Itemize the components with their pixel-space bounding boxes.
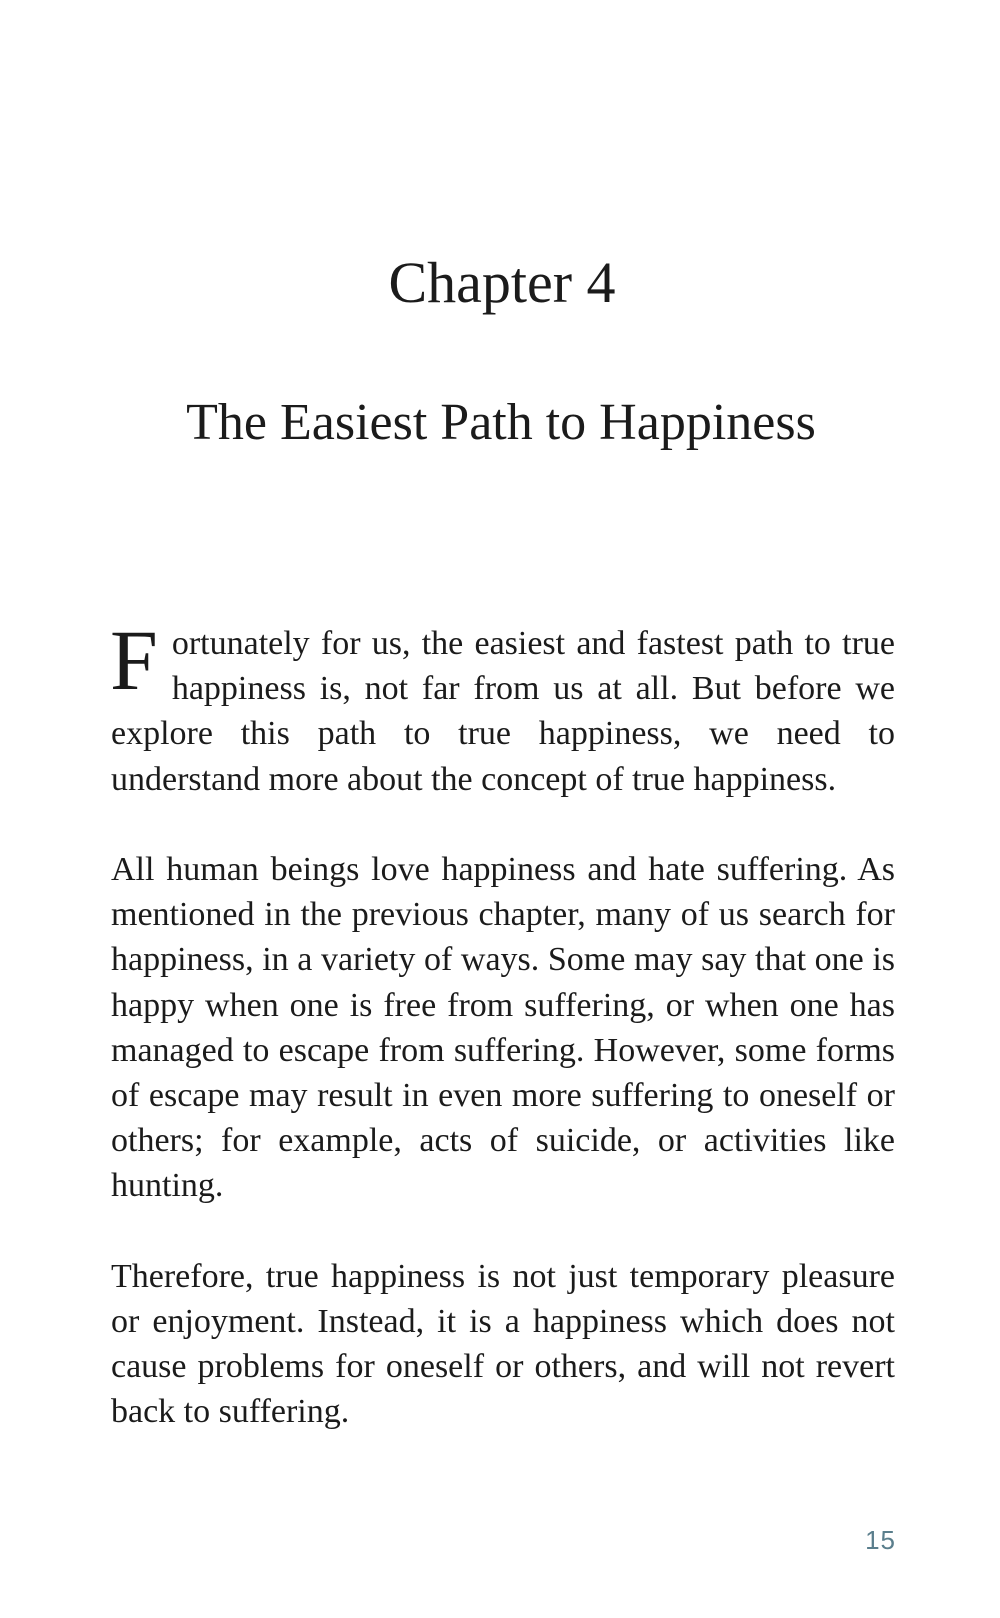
- page-number: 15: [865, 1525, 896, 1555]
- chapter-number: Chapter 4: [388, 250, 616, 315]
- paragraph-1-text: ortunately for us, the easiest and fastest path to true happiness is, not far from us at all. But before we explore this path to true happiness, we need to understand more about the concept of true happiness.: [111, 625, 895, 798]
- paragraph-3: Therefore, true happiness is not just temporary pleasure or enjoyment. Instead, it is a happiness which does not cause problems for oneself or others, and will not revert back to suffering.: [111, 1257, 895, 1431]
- drop-cap: F: [110, 612, 158, 708]
- chapter-body: [110, 612, 895, 1435]
- paragraph-1: [110, 612, 895, 802]
- chapter-title: The Easiest Path to Happiness: [186, 394, 816, 451]
- paragraph-2: All human beings love happiness and hate suffering. As mentioned in the previous chapter, many of us search for happiness, in a variety of ways. Some may say that one is happy when one is free from suffering, or when one has managed to escape from suffering. However, some forms of escape may result in even more suffering to oneself or others; for example, acts of suicide, or activities like hunting.: [111, 851, 895, 1205]
